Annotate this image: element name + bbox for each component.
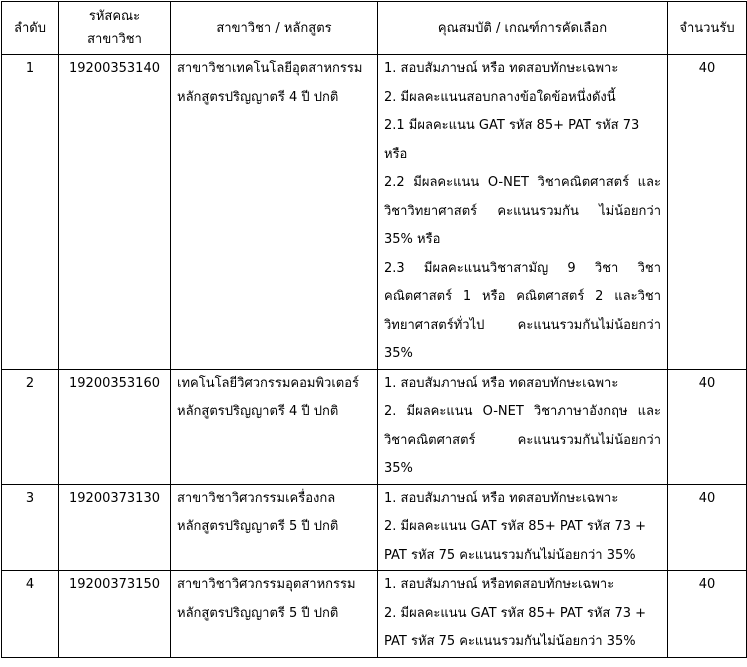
criteria-line: 35% xyxy=(384,346,413,361)
criteria-line: วิทยาศาสตร์ทั่วไป คะแนนรวมกันไม่น้อยกว่า xyxy=(384,317,661,333)
criteria-line: วิชาคณิตศาสตร์ คะแนนรวมกันไม่น้อยกว่า xyxy=(384,432,661,448)
criteria-line: 2. มีผลคะแนน O-NET วิชาภาษาอังกฤษ และ xyxy=(384,404,661,419)
criteria-line: หรือ xyxy=(384,146,408,162)
criteria-line: 2. มีผลคะแนน GAT รหัส 85+ PAT รหัส 73 + xyxy=(384,519,647,534)
criteria-line: คณิตศาสตร์ 1 หรือ คณิตศาสตร์ 2 และวิชา xyxy=(384,289,661,304)
criteria-line: 1. สอบสัมภาษณ์ หรือทดสอบทักษะเฉพาะ xyxy=(384,577,615,592)
program-curriculum: หลักสูตรปริญญาตรี 5 ปี ปกติ xyxy=(177,605,339,621)
table-row xyxy=(2,484,747,571)
row-program xyxy=(171,55,378,370)
program-name: สาขาวิชาวิศวกรรมอุตสาหกรรม xyxy=(177,577,356,592)
header-quota: จำนวนรับ xyxy=(668,2,747,55)
criteria-line: PAT รหัส 75 คะแนนรวมกันไม่น้อยกว่า 35% xyxy=(384,634,636,649)
row-quota: 40 xyxy=(668,484,747,571)
row-criteria xyxy=(378,55,668,370)
row-order: 3 xyxy=(2,484,59,571)
table-row xyxy=(2,369,747,484)
header-order: ลำดับ xyxy=(2,2,59,55)
row-program xyxy=(171,571,378,658)
criteria-line: 2.2 มีผลคะแนน O-NET วิชาคณิตศาสตร์ และ xyxy=(384,175,661,190)
criteria-line: 35% หรือ xyxy=(384,232,441,247)
row-code: 19200373130 xyxy=(59,484,171,571)
header-program: สาขาวิชา / หลักสูตร xyxy=(171,2,378,55)
program-name: สาขาวิชาเทคโนโลยีอุตสาหกรรม xyxy=(177,61,363,76)
table-row xyxy=(2,55,747,370)
program-curriculum: หลักสูตรปริญญาตรี 4 ปี ปกติ xyxy=(177,89,339,105)
criteria-line: 1. สอบสัมภาษณ์ หรือ ทดสอบทักษะเฉพาะ xyxy=(384,61,619,76)
row-order: 4 xyxy=(2,571,59,658)
row-quota: 40 xyxy=(668,55,747,370)
admission-table xyxy=(1,1,747,658)
row-criteria xyxy=(378,369,668,484)
criteria-line: 2.1 มีผลคะแนน GAT รหัส 85+ PAT รหัส 73 xyxy=(384,118,640,133)
program-curriculum: หลักสูตรปริญญาตรี 4 ปี ปกติ xyxy=(177,404,339,419)
row-quota: 40 xyxy=(668,369,747,484)
header-code-line2: สาขาวิชา xyxy=(87,32,142,47)
criteria-line: วิชาวิทยาศาสตร์ คะแนนรวมกัน ไม่น้อยกว่า xyxy=(384,203,661,219)
program-name: สาขาวิชาวิศวกรรมเครื่องกล xyxy=(177,490,336,506)
program-name: เทคโนโลยีวิศวกรรมคอมพิวเตอร์ xyxy=(177,375,360,391)
criteria-line: 2.3 มีผลคะแนนวิชาสามัญ 9 วิชา วิชา xyxy=(384,260,661,276)
row-code: 19200353160 xyxy=(59,369,171,484)
table-row xyxy=(2,571,747,658)
header-row xyxy=(2,2,747,55)
row-quota: 40 xyxy=(668,571,747,658)
header-criteria: คุณสมบัติ / เกณฑ์การคัดเลือก xyxy=(378,2,668,55)
criteria-line: 2. มีผลคะแนน GAT รหัส 85+ PAT รหัส 73 + xyxy=(384,605,647,621)
program-curriculum: หลักสูตรปริญญาตรี 5 ปี ปกติ xyxy=(177,519,339,534)
header-code xyxy=(59,2,171,55)
row-criteria xyxy=(378,571,668,658)
row-code: 19200373150 xyxy=(59,571,171,658)
row-program xyxy=(171,369,378,484)
row-order: 2 xyxy=(2,369,59,484)
criteria-line: 1. สอบสัมภาษณ์ หรือ ทดสอบทักษะเฉพาะ xyxy=(384,375,619,391)
row-code: 19200353140 xyxy=(59,55,171,370)
row-criteria xyxy=(378,484,668,571)
criteria-line: PAT รหัส 75 คะแนนรวมกันไม่น้อยกว่า 35% xyxy=(384,547,636,563)
criteria-line: 2. มีผลคะแนนสอบกลางข้อใดข้อหนึ่งดังนี้ xyxy=(384,89,616,105)
criteria-line: 35% xyxy=(384,461,413,476)
row-program xyxy=(171,484,378,571)
header-code-line1: รหัสคณะ xyxy=(88,9,141,24)
criteria-line: 1. สอบสัมภาษณ์ หรือ ทดสอบทักษะเฉพาะ xyxy=(384,490,619,506)
row-order: 1 xyxy=(2,55,59,370)
